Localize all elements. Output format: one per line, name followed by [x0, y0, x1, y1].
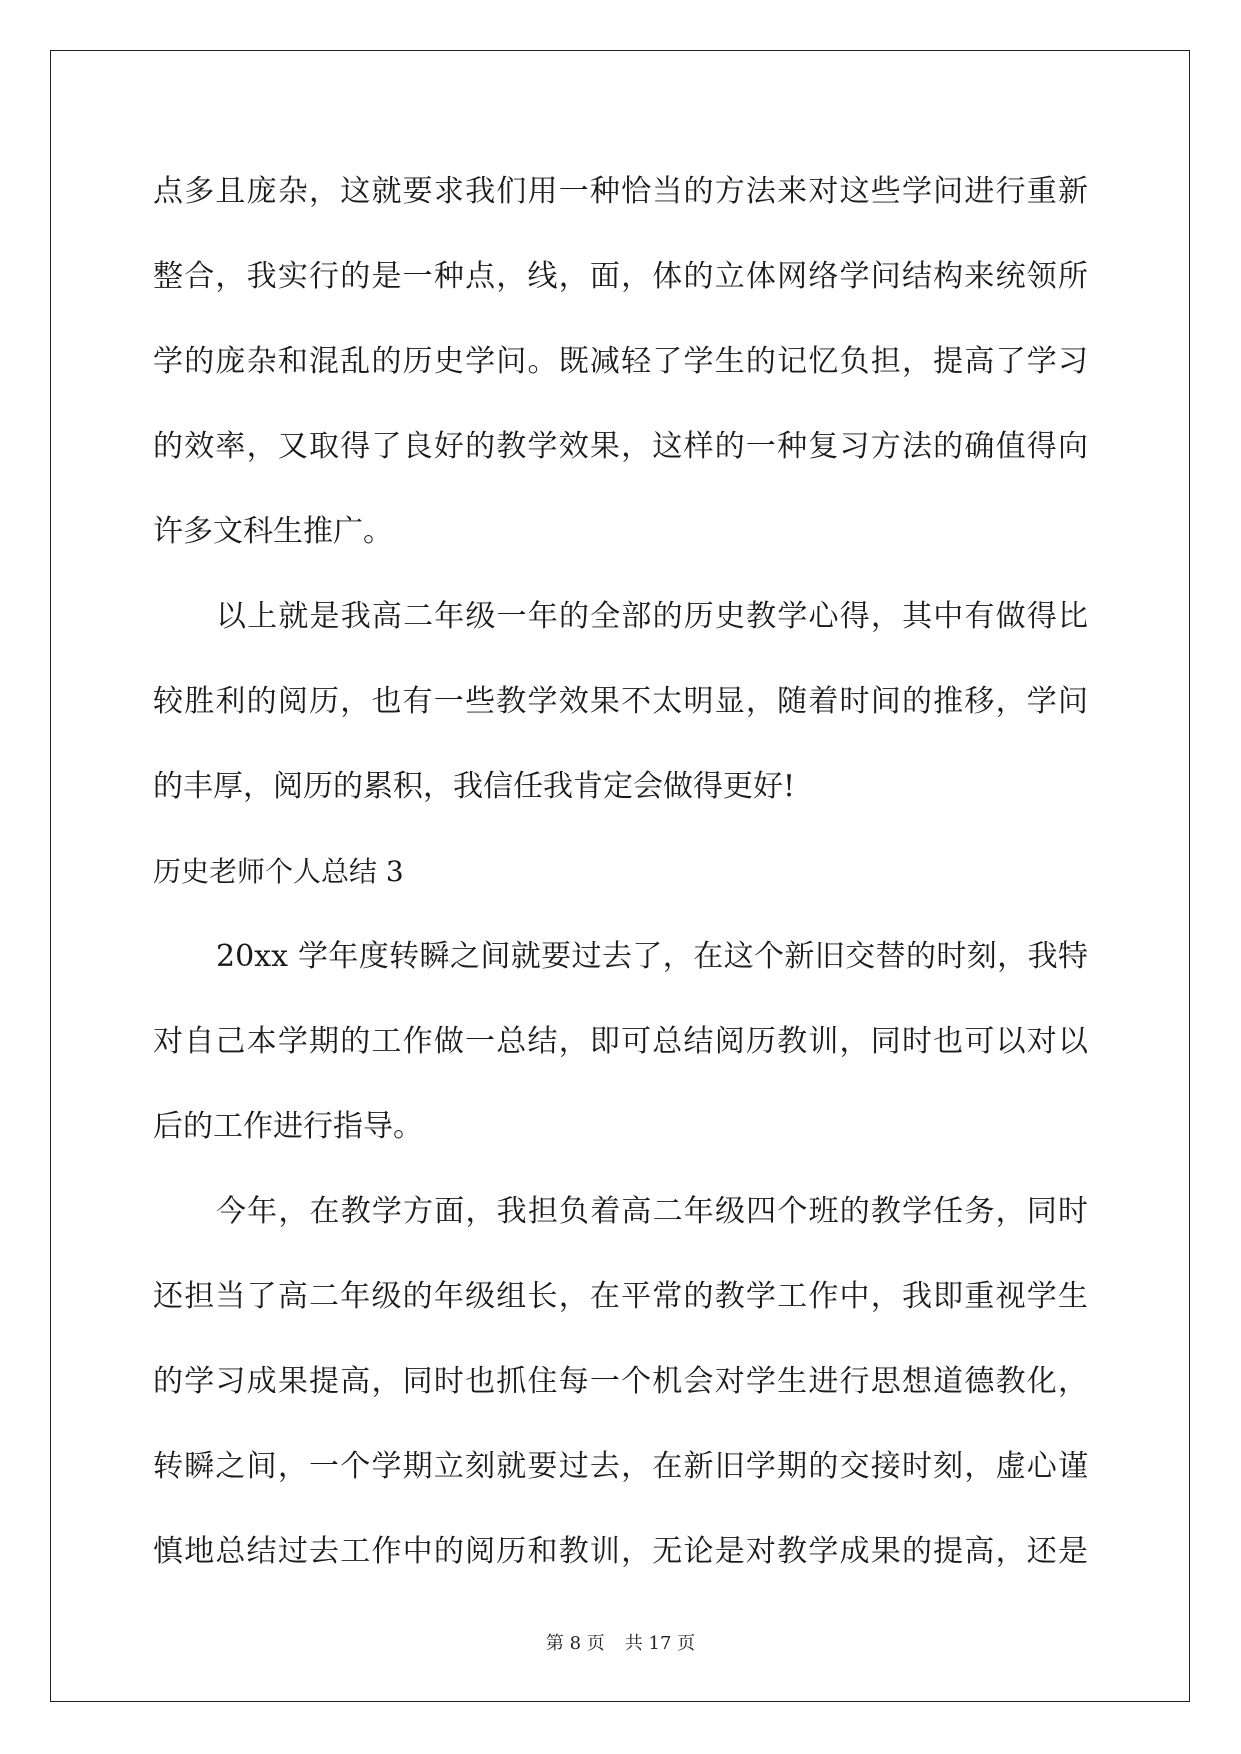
body-text-line: 对自己本学期的工作做一总结，即可总结阅历教训，同时也可以对以 [153, 1024, 1088, 1059]
body-text-line: 点多且庞杂，这就要求我们用一种恰当的方法来对这些学问进行重新 [153, 174, 1088, 209]
page-number: 第 8 页 [545, 1633, 605, 1654]
document-body [153, 162, 1088, 1607]
body-text-line: 后的工作进行指导。 [153, 1109, 423, 1144]
body-text-line: 的学习成果提高，同时也抓住每一个机会对学生进行思想道德教化， [153, 1364, 1088, 1399]
body-text-line: 学的庞杂和混乱的历史学问。既减轻了学生的记忆负担，提高了学习 [153, 344, 1088, 379]
page-footer [0, 1632, 1241, 1656]
paragraph-first-line: 今年，在教学方面，我担负着高二年级四个班的教学任务，同时 [216, 1194, 1088, 1229]
body-text-line: 较胜利的阅历，也有一些教学效果不太明显，随着时间的推移，学问 [153, 684, 1088, 719]
body-text-line: 还担当了高二年级的年级组长，在平常的教学工作中，我即重视学生 [153, 1279, 1088, 1314]
page-total: 共 17 页 [624, 1633, 696, 1654]
body-text-line: 的效率，又取得了良好的教学效果，这样的一种复习方法的确值得向 [153, 429, 1088, 464]
section-heading: 历史老师个人总结 3 [153, 855, 404, 888]
paragraph-first-line: 20xx 学年度转瞬之间就要过去了，在这个新旧交替的时刻，我特 [216, 939, 1088, 974]
body-text-line: 许多文科生推广。 [153, 514, 393, 549]
body-text-line: 转瞬之间，一个学期立刻就要过去，在新旧学期的交接时刻，虚心谨 [153, 1449, 1088, 1484]
body-text-line: 整合，我实行的是一种点，线，面，体的立体网络学问结构来统领所 [153, 259, 1088, 294]
body-text-line: 慎地总结过去工作中的阅历和教训，无论是对教学成果的提高，还是 [153, 1534, 1088, 1569]
body-text-line: 的丰厚，阅历的累积，我信任我肯定会做得更好! [153, 769, 796, 804]
paragraph-first-line: 以上就是我高二年级一年的全部的历史教学心得，其中有做得比 [216, 599, 1088, 634]
